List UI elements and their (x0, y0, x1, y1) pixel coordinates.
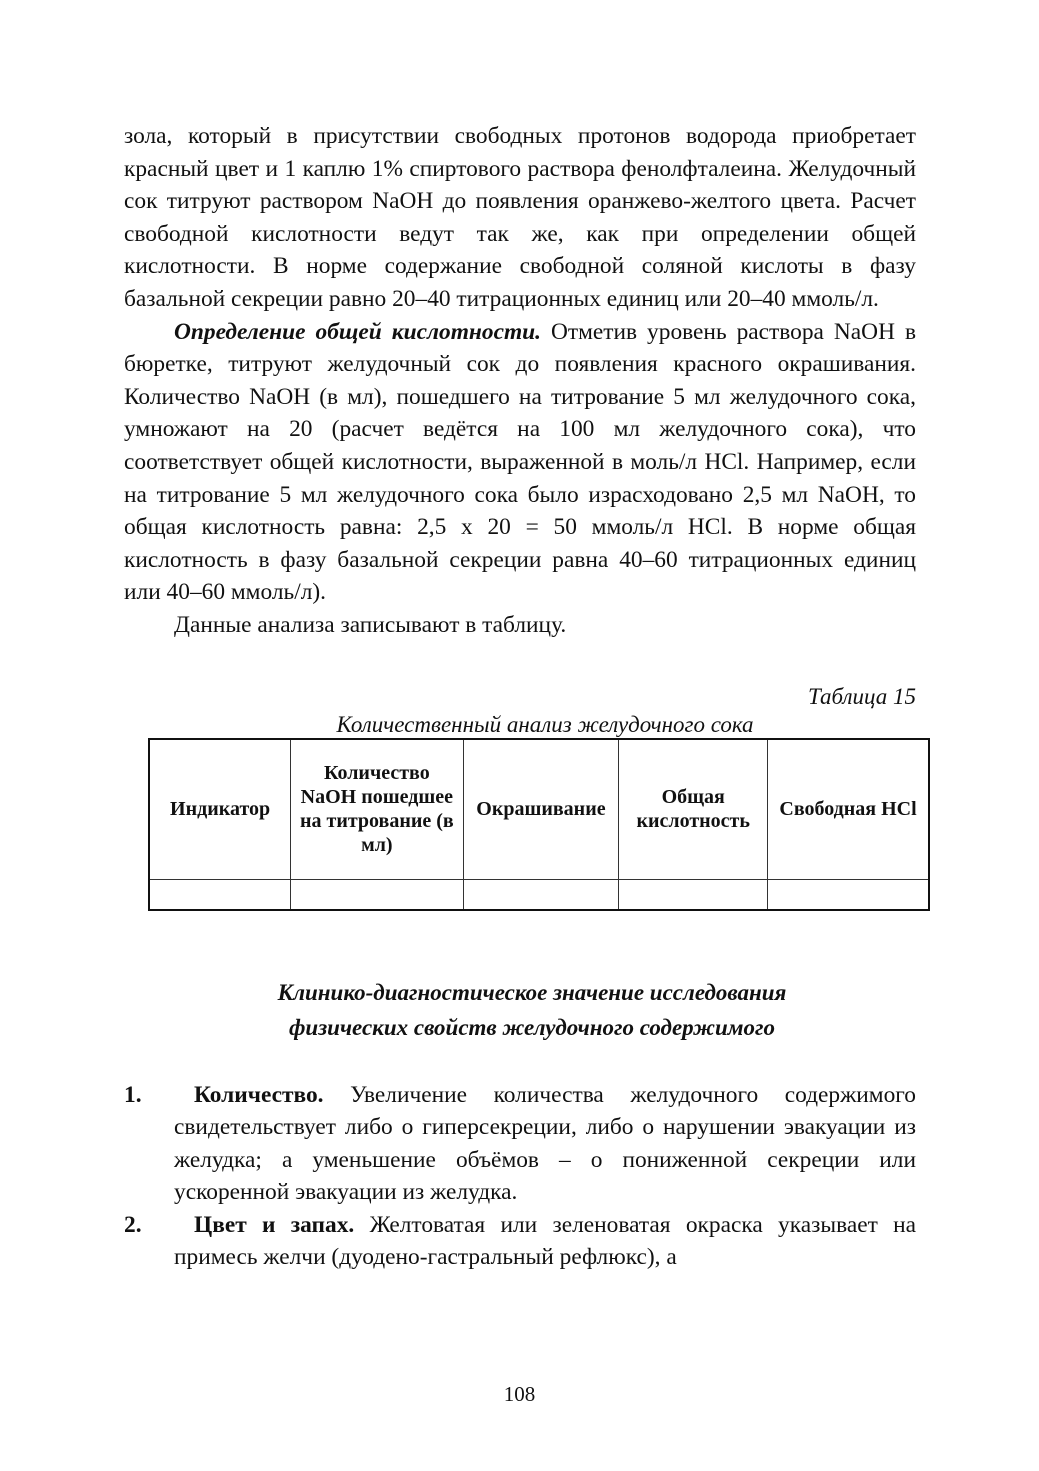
list-item-body (174, 1079, 916, 1209)
list-item-body (174, 1209, 916, 1274)
list-item-text: Увеличение количества желудочного содержимого свидетельствует либо о гиперсекреции, либо о нарушении эвакуации из желудка; а уменьшение объёмов – о пониженной секреции или ускоренной эвакуации из желудка. (174, 1081, 916, 1206)
table-header-row (149, 739, 929, 880)
table-cell (768, 880, 929, 910)
table-label: Таблица 15 (807, 683, 916, 709)
list-item-text: Желтоватая или зеленоватая окраска указывает на примесь желчи (дуодено-гастральный рефлюкс), а (174, 1211, 916, 1271)
properties-list (124, 1079, 916, 1275)
list-item-heading: Цвет и запах. (194, 1211, 355, 1238)
list-item-heading: Количество. (194, 1081, 324, 1108)
table-row (149, 880, 929, 910)
list-item (124, 1209, 916, 1274)
paragraph-record-data: Данные анализа записывают в таблицу. (174, 611, 567, 638)
list-item (124, 1079, 916, 1209)
gastric-juice-analysis-table (148, 738, 930, 911)
list-item-number: 2. (124, 1211, 142, 1238)
section-title-line-1: Клинико-диагностическое значение исследования (277, 979, 787, 1005)
header-coloring: Окрашивание (463, 739, 619, 880)
table-cell (463, 880, 619, 910)
total-acidity-heading: Определение общей кислотности. (174, 318, 542, 345)
header-naoh-amount: Количество NaOH пошедшее на титрование (в мл) (291, 739, 463, 880)
header-total-acidity: Общая кислотность (619, 739, 768, 880)
page-content (124, 120, 916, 1274)
table-cell (619, 880, 768, 910)
section-title (124, 975, 916, 1045)
header-indicator: Индикатор (149, 739, 291, 880)
total-acidity-text: Отметив уровень раствора NaOH в бюретке, титруют желудочный сок до появления красного окрашивания. Количество NaOH (в мл), пошедшего на титрование 5 мл желудочного сока, умножают на 20 (расчет ведётся на 100 мл желудочного сока), что соответствует общей кислотности, выраженной в моль/л HCl. Например, если на титрование 5 мл желудочного сока было израсходовано 2,5 мл NaOH, то общая кислотность равна: 2,5 х 20 = 50 ммоль/л HCl. В норме общая кислотность в фазу базальной секреции равна 40–60 титрационных единиц или 40–60 ммоль/л). (124, 318, 916, 606)
list-item-number: 1. (124, 1081, 142, 1108)
paragraph-total-acidity (124, 316, 916, 609)
header-free-hcl: Свободная HCl (768, 739, 929, 880)
page-number: 108 (503, 1382, 536, 1406)
paragraph-free-acidity: зола, который в присутствии свободных протонов водорода приобретает красный цвет и 1 каплю 1% спиртового раствора фенолфталеина. Желудочный сок титруют раствором NaOH до появления оранжево-желтого цвета. Расчет свободной кислотности ведут так же, как при определении общей кислотности. В норме содержание свободной соляной кислоты в фазу базальной секреции равно 20–40 титрационных единиц или 20–40 ммоль/л. (124, 123, 916, 312)
section-title-line-2: физических свойств желудочного содержимого (288, 1014, 776, 1040)
table-caption: Количественный анализ желудочного сока (336, 711, 754, 737)
table-cell (291, 880, 463, 910)
table-cell (149, 880, 291, 910)
